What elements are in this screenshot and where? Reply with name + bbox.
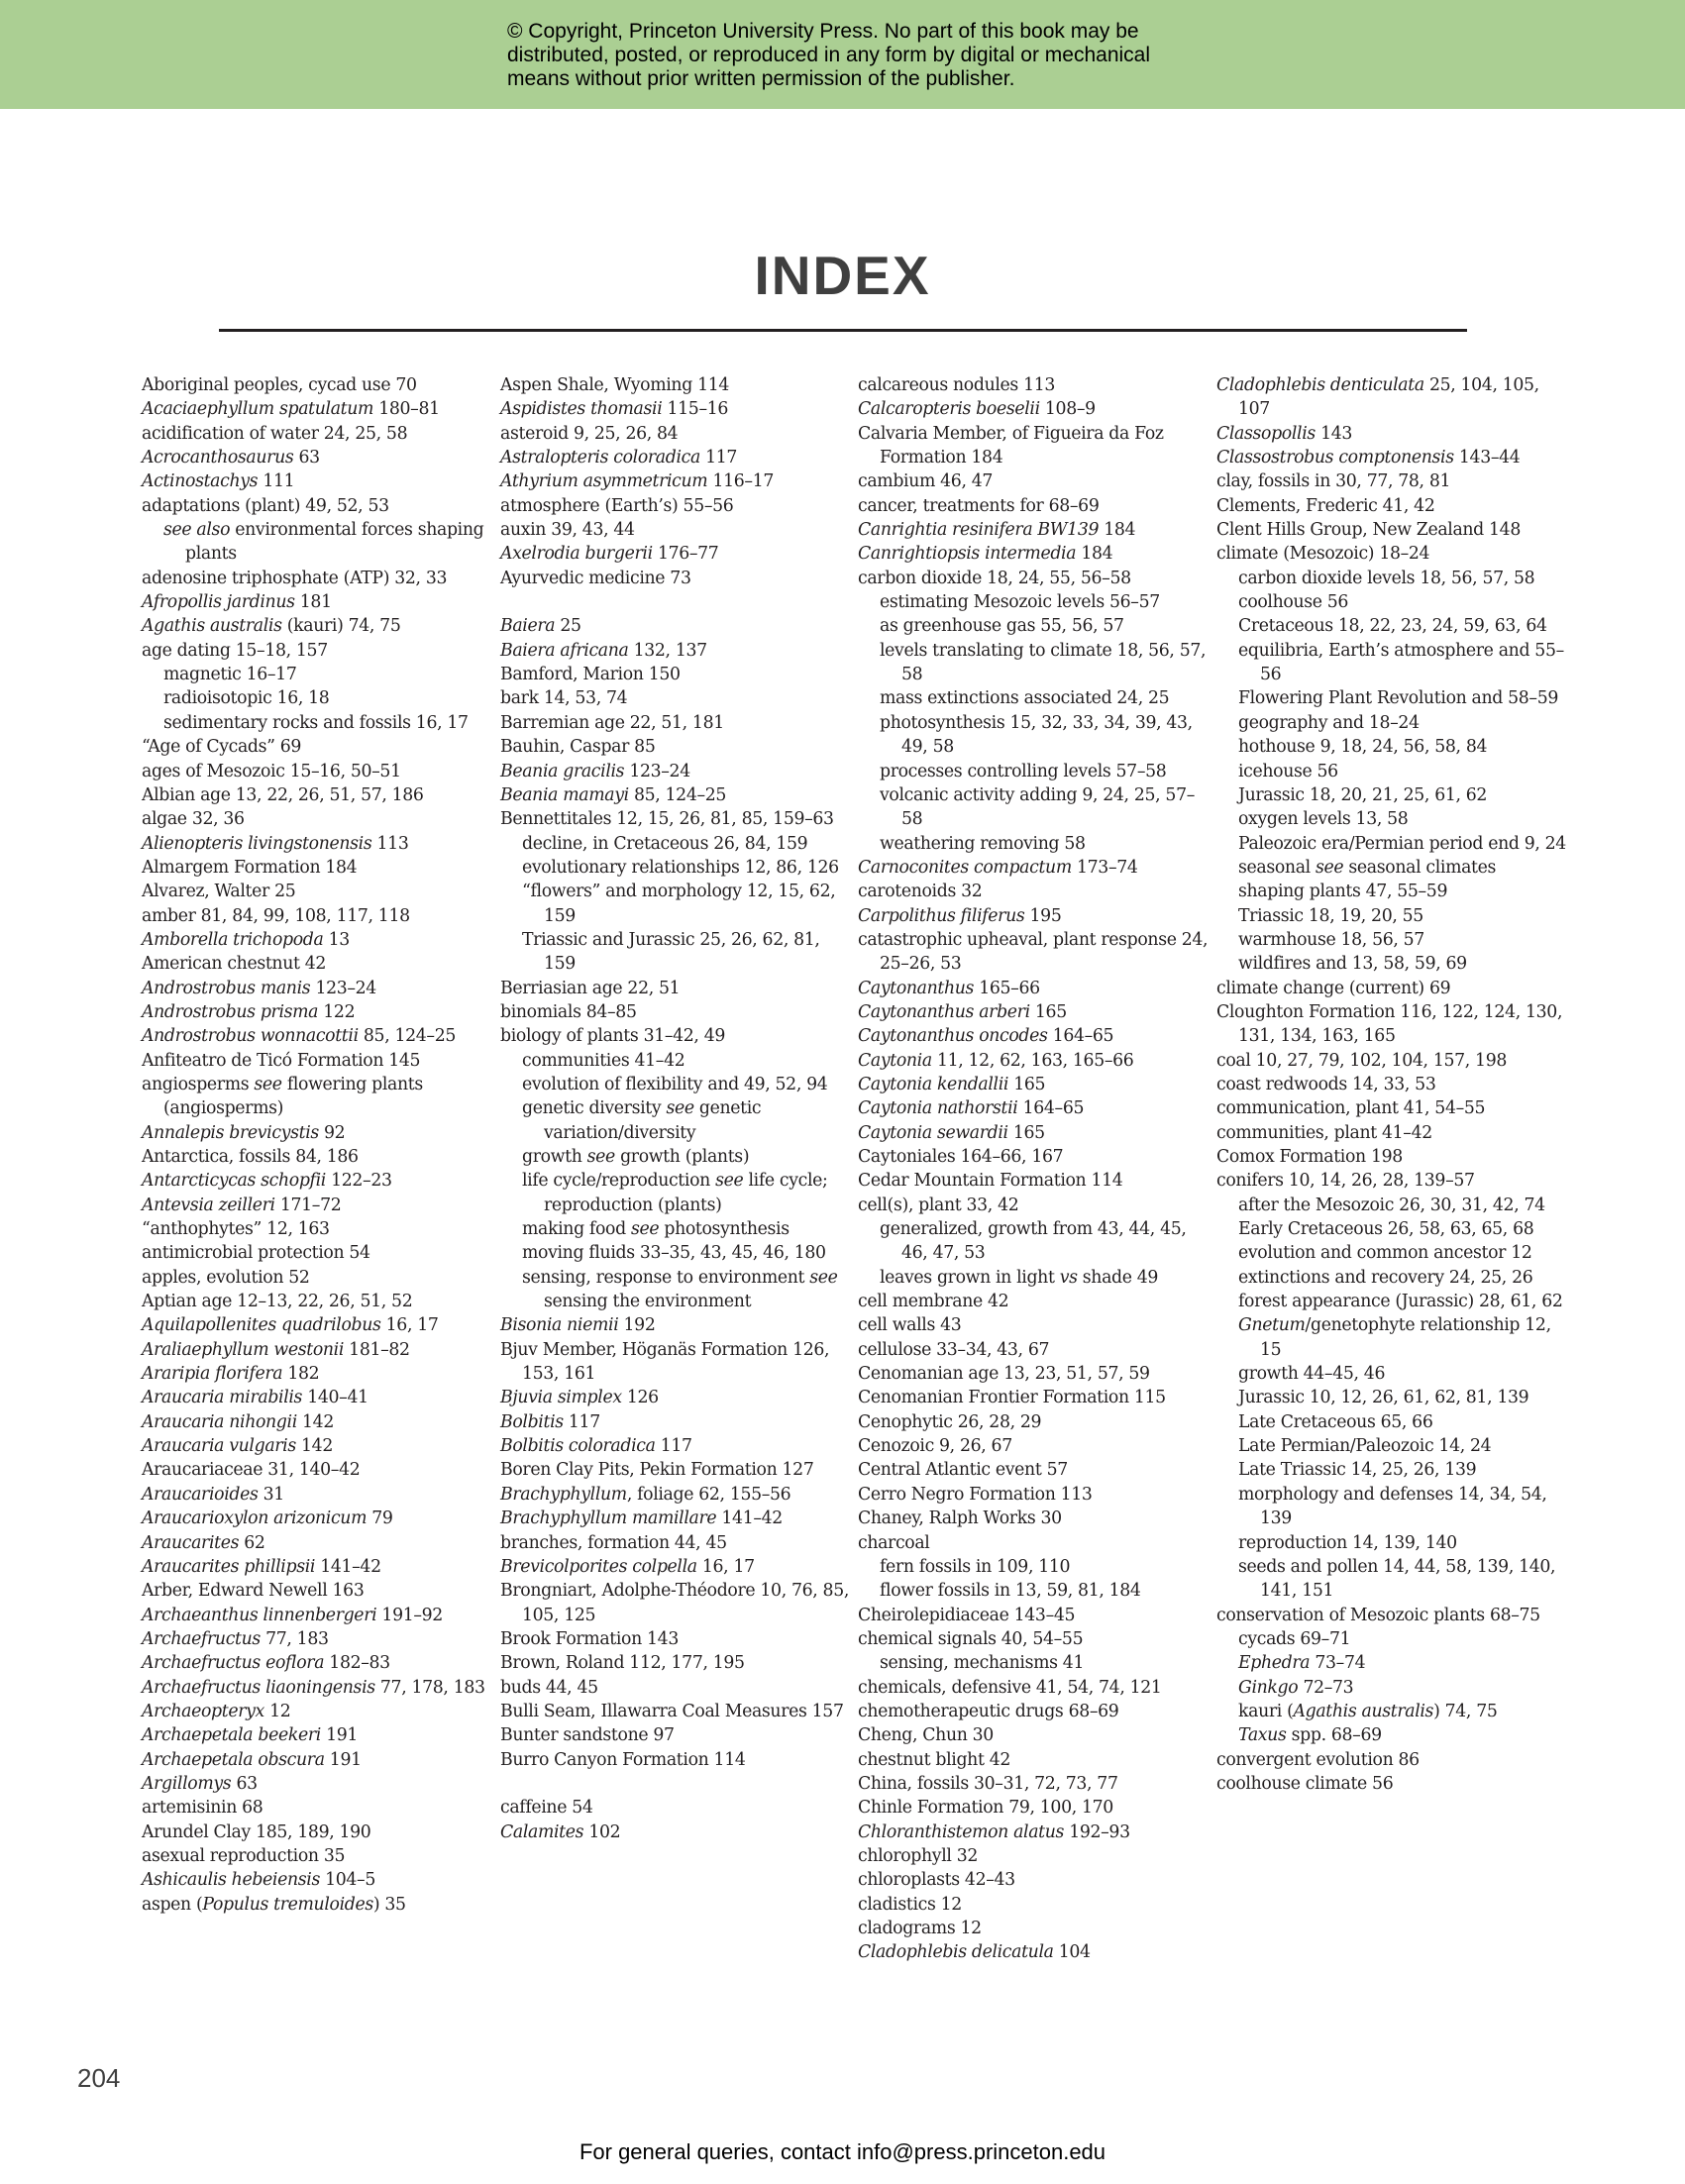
index-entry: asteroid 9, 25, 26, 84 xyxy=(500,423,679,444)
index-subentry: sensing, mechanisms 41 xyxy=(880,1653,1085,1674)
index-entry: conifers 10, 14, 26, 28, 139–57 xyxy=(1216,1171,1475,1192)
index-entry: Araucariaceae 31, 140–42 xyxy=(142,1460,361,1481)
index-entry: Chinle Formation 79, 100, 170 xyxy=(858,1798,1113,1819)
index-entry: Cloughton Formation 116, 122, 124, 130, 131, 134, 163, 165 xyxy=(1216,1001,1563,1047)
index-subentry: oxygen levels 13, 58 xyxy=(1238,809,1409,830)
index-subentry: cycads 69–71 xyxy=(1238,1628,1351,1649)
index-entry: Brevicolporites colpella 16, 17 xyxy=(500,1556,755,1577)
index-entry: cell(s), plant 33, 42 xyxy=(858,1195,1019,1215)
index-entry: Cheirolepidiaceae 143–45 xyxy=(858,1605,1076,1625)
index-subentry: warmhouse 18, 56, 57 xyxy=(1238,929,1424,950)
index-entry: binomials 84–85 xyxy=(500,1001,637,1022)
index-entry: Aspidistes thomasii 115–16 xyxy=(500,399,729,420)
index-subentry: forest appearance (Jurassic) 28, 61, 62 xyxy=(1238,1292,1563,1312)
index-entry: Araucarioides 31 xyxy=(142,1484,284,1505)
index-entry: Cenomanian age 13, 23, 51, 57, 59 xyxy=(858,1364,1150,1385)
index-entry: conservation of Mesozoic plants 68–75 xyxy=(1216,1605,1540,1625)
index-entry: Antarcticycas schopfii 122–23 xyxy=(142,1171,392,1192)
index-entry: Cerro Negro Formation 113 xyxy=(858,1484,1093,1505)
index-entry: Araliaephyllum westonii 181–82 xyxy=(142,1339,410,1360)
index-entry: climate (Mesozoic) 18–24 xyxy=(1216,544,1430,565)
index-entry: Chloranthistemon alatus 192–93 xyxy=(858,1821,1130,1842)
index-entry: Burro Canyon Formation 114 xyxy=(500,1749,746,1770)
index-entry: Araucaria mirabilis 140–41 xyxy=(142,1388,369,1408)
index-subentry: photosynthesis 15, 32, 33, 34, 39, 43, 49, 58 xyxy=(880,712,1193,758)
index-entry: Annalepis brevicystis 92 xyxy=(142,1122,346,1143)
index-subentry: making food see photosynthesis xyxy=(522,1219,790,1240)
index-entry: amber 81, 84, 99, 108, 117, 118 xyxy=(142,905,410,926)
index-entry: Actinostachys 111 xyxy=(142,471,295,492)
index-subentry: Flowering Plant Revolution and 58–59 xyxy=(1238,688,1559,709)
index-entry: charcoal xyxy=(858,1532,930,1553)
index-entry: Aptian age 12–13, 22, 26, 51, 52 xyxy=(142,1292,413,1312)
index-entry: Boren Clay Pits, Pekin Formation 127 xyxy=(500,1460,814,1481)
index-entry: cancer, treatments for 68–69 xyxy=(858,495,1100,516)
index-entry: Bolbitis 117 xyxy=(500,1411,600,1432)
index-entry: Arundel Clay 185, 189, 190 xyxy=(142,1821,371,1842)
index-entry: cellulose 33–34, 43, 67 xyxy=(858,1339,1050,1360)
index-entry: Caytonia kendallii 165 xyxy=(858,1074,1046,1094)
index-entry: Aquilapollenites quadrilobus 16, 17 xyxy=(142,1315,439,1336)
index-subentry: Paleozoic era/Permian period end 9, 24 xyxy=(1238,833,1566,854)
index-entry: Archaefructus liaoningensis 77, 178, 183 xyxy=(142,1677,485,1698)
index-subentry: decline, in Cretaceous 26, 84, 159 xyxy=(522,833,808,854)
index-entry: Baiera 25 xyxy=(500,616,581,637)
index-entry: Cladophlebis delicatula 104 xyxy=(858,1942,1091,1963)
index-entry: ages of Mesozoic 15–16, 50–51 xyxy=(142,761,401,781)
index-entry: Caytonia sewardii 165 xyxy=(858,1122,1045,1143)
index-entry: Caytonanthus 165–66 xyxy=(858,978,1040,998)
index-subentry: morphology and defenses 14, 34, 54, 139 xyxy=(1238,1484,1547,1529)
index-subentry: equilibria, Earth’s atmosphere and 55–56 xyxy=(1238,640,1564,685)
index-entry: Alvarez, Walter 25 xyxy=(142,882,296,902)
index-entry: Acrocanthosaurus 63 xyxy=(142,448,320,468)
index-entry: Aspen Shale, Wyoming 114 xyxy=(500,375,730,395)
index-subentry: seeds and pollen 14, 44, 58, 139, 140, 141, 151 xyxy=(1238,1556,1556,1602)
index-subentry: Triassic and Jurassic 25, 26, 62, 81, 159 xyxy=(522,929,820,975)
contact-footer: For general queries, contact info@press.princeton.edu xyxy=(579,2139,1106,2164)
index-subentry: fern fossils in 109, 110 xyxy=(880,1556,1071,1577)
index-entry: Arber, Edward Newell 163 xyxy=(142,1581,365,1602)
index-entry: Araucaria nihongii 142 xyxy=(142,1411,334,1432)
index-entry: Calamites 102 xyxy=(500,1821,621,1842)
index-entry: China, fossils 30–31, 72, 73, 77 xyxy=(858,1773,1118,1794)
index-subentry: leaves grown in light vs shade 49 xyxy=(880,1267,1159,1288)
index-subentry: after the Mesozoic 26, 30, 31, 42, 74 xyxy=(1238,1195,1545,1215)
index-entry: Canrightiopsis intermedia 184 xyxy=(858,544,1113,565)
index-entry: Chaney, Ralph Works 30 xyxy=(858,1508,1062,1529)
index-entry: adenosine triphosphate (ATP) 32, 33 xyxy=(142,568,448,588)
index-entry: Caytonia nathorstii 164–65 xyxy=(858,1098,1085,1119)
index-entry: Albian age 13, 22, 26, 51, 57, 186 xyxy=(142,784,424,805)
index-subentry: generalized, growth from 43, 44, 45, 46, 47, 53 xyxy=(880,1219,1187,1264)
index-entry: chemicals, defensive 41, 54, 74, 121 xyxy=(858,1677,1162,1698)
index-entry: Classostrobus comptonensis 143–44 xyxy=(1216,448,1521,468)
title-rule xyxy=(219,329,1467,332)
index-entry: Agathis australis (kauri) 74, 75 xyxy=(142,616,401,637)
index-subentry: Ephedra 73–74 xyxy=(1238,1653,1366,1674)
index-entry: Archaeanthus linnenbergeri 191–92 xyxy=(142,1605,443,1625)
index-entry: age dating 15–18, 157 xyxy=(142,640,328,661)
index-entry: carotenoids 32 xyxy=(858,882,983,902)
index-subentry: Ginkgo 72–73 xyxy=(1238,1677,1354,1698)
index-entry: Classopollis 143 xyxy=(1216,423,1352,444)
index-entry: carbon dioxide 18, 24, 55, 56–58 xyxy=(858,568,1131,588)
index-subentry: Triassic 18, 19, 20, 55 xyxy=(1238,905,1423,926)
index-entry: Archaeopteryx 12 xyxy=(142,1701,291,1721)
index-entry: cladograms 12 xyxy=(858,1919,982,1938)
index-entry: Ashicaulis hebeiensis 104–5 xyxy=(142,1870,375,1891)
index-column-2 xyxy=(500,373,852,1844)
index-entry: clay, fossils in 30, 77, 78, 81 xyxy=(1216,471,1451,492)
index-subentry: flower fossils in 13, 59, 81, 184 xyxy=(880,1581,1141,1602)
index-entry: atmosphere (Earth’s) 55–56 xyxy=(500,495,734,516)
index-entry: Caytonanthus oncodes 164–65 xyxy=(858,1026,1114,1047)
index-entry: Clements, Frederic 41, 42 xyxy=(1216,495,1435,516)
index-subentry: Cretaceous 18, 22, 23, 24, 59, 63, 64 xyxy=(1238,616,1547,637)
index-entry: chestnut blight 42 xyxy=(858,1749,1010,1770)
index-entry: communities, plant 41–42 xyxy=(1216,1122,1432,1143)
index-entry: Cenophytic 26, 28, 29 xyxy=(858,1411,1042,1432)
index-column-4 xyxy=(1216,373,1568,1796)
index-entry: Archaepetala obscura 191 xyxy=(142,1749,362,1770)
index-entry: Caytonanthus arberi 165 xyxy=(858,1001,1067,1022)
index-entry: Araucarites 62 xyxy=(142,1532,265,1553)
index-entry: acidification of water 24, 25, 58 xyxy=(142,423,408,444)
index-entry: algae 32, 36 xyxy=(142,809,245,830)
index-entry: catastrophic upheaval, plant response 24, 25–26, 53 xyxy=(858,929,1209,975)
index-subentry: levels translating to climate 18, 56, 57, 58 xyxy=(880,640,1207,685)
index-entry: Axelrodia burgerii 176–77 xyxy=(500,544,719,565)
index-entry: caffeine 54 xyxy=(500,1798,593,1819)
index-entry: cell membrane 42 xyxy=(858,1292,1009,1312)
index-entry: Cenozoic 9, 26, 67 xyxy=(858,1436,1012,1457)
index-entry: Androstrobus prisma 122 xyxy=(142,1001,356,1022)
letter-gap xyxy=(500,1772,852,1796)
index-entry: calcareous nodules 113 xyxy=(858,375,1056,395)
index-subentry: geography and 18–24 xyxy=(1238,712,1420,733)
index-subentry: “flowers” and morphology 12, 15, 62, 159 xyxy=(522,882,836,926)
index-entry: Cladophlebis denticulata 25, 104, 105, 107 xyxy=(1216,375,1539,420)
index-entry: bark 14, 53, 74 xyxy=(500,688,628,709)
index-entry: convergent evolution 86 xyxy=(1216,1749,1420,1770)
index-entry: coolhouse climate 56 xyxy=(1216,1773,1394,1794)
index-entry: Aboriginal peoples, cycad use 70 xyxy=(142,375,417,395)
index-entry: Carpolithus filiferus 195 xyxy=(858,905,1062,926)
index-entry: Anfiteatro de Ticó Formation 145 xyxy=(142,1050,421,1071)
index-entry: Brook Formation 143 xyxy=(500,1628,679,1649)
index-entry: Cheng, Chun 30 xyxy=(858,1725,994,1746)
index-entry: Caytoniales 164–66, 167 xyxy=(858,1147,1064,1167)
index-entry: Bulli Seam, Illawarra Coal Measures 157 xyxy=(500,1701,844,1721)
index-subentry: evolutionary relationships 12, 86, 126 xyxy=(522,857,839,878)
index-entry: cladistics 12 xyxy=(858,1894,962,1915)
index-entry: Araripia florifera 182 xyxy=(142,1364,320,1385)
index-entry: aspen (Populus tremuloides) 35 xyxy=(142,1894,406,1915)
index-entry: Astralopteris coloradica 117 xyxy=(500,448,737,468)
index-entry: Archaefructus 77, 183 xyxy=(142,1628,329,1649)
index-subentry: growth 44–45, 46 xyxy=(1238,1364,1386,1385)
index-entry: artemisinin 68 xyxy=(142,1798,263,1819)
index-entry: Bjuvia simplex 126 xyxy=(500,1388,659,1408)
index-entry: American chestnut 42 xyxy=(142,954,327,975)
index-entry: Alienopteris livingstonensis 113 xyxy=(142,833,409,854)
index-column-1 xyxy=(142,373,493,1917)
index-entry: Cenomanian Frontier Formation 115 xyxy=(858,1388,1166,1408)
index-entry: Bolbitis coloradica 117 xyxy=(500,1436,692,1457)
index-subentry: weathering removing 58 xyxy=(880,833,1086,854)
index-entry: Baiera africana 132, 137 xyxy=(500,640,707,661)
index-entry: apples, evolution 52 xyxy=(142,1267,310,1288)
index-entry: Brachyphyllum, foliage 62, 155–56 xyxy=(500,1484,791,1505)
index-subentry: coolhouse 56 xyxy=(1238,592,1349,613)
index-subentry: processes controlling levels 57–58 xyxy=(880,761,1167,781)
index-entry: Bunter sandstone 97 xyxy=(500,1725,675,1746)
index-subentry: moving fluids 33–35, 43, 45, 46, 180 xyxy=(522,1243,826,1264)
index-entry: Acaciaephyllum spatulatum 180–81 xyxy=(142,399,440,420)
index-entry: chemotherapeutic drugs 68–69 xyxy=(858,1701,1119,1721)
index-subentry: Taxus spp. 68–69 xyxy=(1238,1725,1382,1746)
index-entry: Archaepetala beekeri 191 xyxy=(142,1725,359,1746)
index-entry: Araucaria vulgaris 142 xyxy=(142,1436,333,1457)
index-entry: Athyrium asymmetricum 116–17 xyxy=(500,471,774,492)
index-entry: Bauhin, Caspar 85 xyxy=(500,737,656,758)
index-subentry: icehouse 56 xyxy=(1238,761,1338,781)
index-entry: Amborella trichopoda 13 xyxy=(142,929,350,950)
index-subentry: wildfires and 13, 58, 59, 69 xyxy=(1238,954,1467,975)
index-subentry: Jurassic 18, 20, 21, 25, 61, 62 xyxy=(1238,784,1488,805)
index-entry: Canrightia resinifera BW139 184 xyxy=(858,520,1136,541)
index-subentry: magnetic 16–17 xyxy=(163,665,297,685)
index-entry: adaptations (plant) 49, 52, 53 xyxy=(142,495,389,516)
index-entry: Brown, Roland 112, 177, 195 xyxy=(500,1653,745,1674)
index-entry: Calcaropteris boeselii 108–9 xyxy=(858,399,1096,420)
index-entry: biology of plants 31–42, 49 xyxy=(500,1026,726,1047)
index-entry: Calvaria Member, of Figueira da Foz Formation 184 xyxy=(858,423,1164,468)
index-entry: Cedar Mountain Formation 114 xyxy=(858,1171,1123,1192)
index-entry: Antarctica, fossils 84, 186 xyxy=(142,1147,359,1167)
index-subentry: evolution and common ancestor 12 xyxy=(1238,1243,1532,1264)
index-entry: Argillomys 63 xyxy=(142,1773,258,1794)
index-entry: Comox Formation 198 xyxy=(1216,1147,1403,1167)
index-subentry: extinctions and recovery 24, 25, 26 xyxy=(1238,1267,1533,1288)
index-subentry: Early Cretaceous 26, 58, 63, 65, 68 xyxy=(1238,1219,1534,1240)
index-subentry: seasonal see seasonal climates xyxy=(1238,857,1497,878)
index-subentry: sensing, response to environment see sensing the environment xyxy=(522,1267,838,1312)
index-subentry: mass extinctions associated 24, 25 xyxy=(880,688,1170,709)
index-entry: Bennettitales 12, 15, 26, 81, 85, 159–63 xyxy=(500,809,834,830)
index-subentry: estimating Mesozoic levels 56–57 xyxy=(880,592,1160,613)
index-subentry: Gnetum/genetophyte relationship 12, 15 xyxy=(1238,1315,1551,1360)
index-subentry: evolution of flexibility and 49, 52, 94 xyxy=(522,1074,828,1094)
index-entry: Androstrobus wonnacottii 85, 124–25 xyxy=(142,1026,456,1047)
copyright-notice: © Copyright, Princeton University Press. No part of this book may be distributed, posted, or reproduced in any form by digital or mechanical means without prior written permission of the publisher. xyxy=(507,20,1151,90)
index-entry: “Age of Cycads” 69 xyxy=(142,737,302,758)
index-entry: Afropollis jardinus 181 xyxy=(142,592,332,613)
index-subentry: sedimentary rocks and fossils 16, 17 xyxy=(163,712,469,733)
index-entry: chemical signals 40, 54–55 xyxy=(858,1628,1084,1649)
index-subentry: reproduction 14, 139, 140 xyxy=(1238,1532,1457,1553)
index-subentry: growth see growth (plants) xyxy=(522,1147,750,1167)
index-entry: Brongniart, Adolphe-Théodore 10, 76, 85, 105, 125 xyxy=(500,1581,849,1625)
index-entry: Araucarioxylon arizonicum 79 xyxy=(142,1508,393,1529)
index-entry: Archaefructus eoflora 182–83 xyxy=(142,1653,390,1674)
index-entry: coast redwoods 14, 33, 53 xyxy=(1216,1074,1436,1094)
index-entry: Bjuv Member, Höganäs Formation 126, 153, 161 xyxy=(500,1339,830,1385)
index-subentry: shaping plants 47, 55–59 xyxy=(1238,882,1448,902)
index-entry: Araucarites phillipsii 141–42 xyxy=(142,1556,381,1577)
index-entry: auxin 39, 43, 44 xyxy=(500,520,635,541)
index-entry: Ayurvedic medicine 73 xyxy=(500,568,691,588)
index-subentry: genetic diversity see genetic variation/diversity xyxy=(522,1098,762,1143)
index-entry: Clent Hills Group, New Zealand 148 xyxy=(1216,520,1521,541)
index-subentry: hothouse 9, 18, 24, 56, 58, 84 xyxy=(1238,737,1488,758)
index-entry: Almargem Formation 184 xyxy=(142,857,358,878)
index-entry: climate change (current) 69 xyxy=(1216,978,1451,998)
page-title: INDEX xyxy=(754,245,931,306)
index-entry: Beania mamayi 85, 124–25 xyxy=(500,784,727,805)
index-entry: Barremian age 22, 51, 181 xyxy=(500,712,724,733)
index-entry: Antevsia zeilleri 171–72 xyxy=(142,1195,342,1215)
index-entry: coal 10, 27, 79, 102, 104, 157, 198 xyxy=(1216,1050,1507,1071)
index-entry: communication, plant 41, 54–55 xyxy=(1216,1098,1486,1119)
index-entry: cell walls 43 xyxy=(858,1315,962,1336)
index-entry: chloroplasts 42–43 xyxy=(858,1870,1015,1891)
index-subentry: communities 41–42 xyxy=(522,1050,685,1071)
index-entry: “anthophytes” 12, 163 xyxy=(142,1219,330,1240)
index-entry: Androstrobus manis 123–24 xyxy=(142,978,376,998)
index-entry: Beania gracilis 123–24 xyxy=(500,761,690,781)
letter-gap xyxy=(500,590,852,614)
index-subentry: radioisotopic 16, 18 xyxy=(163,688,330,709)
index-subentry: kauri (Agathis australis) 74, 75 xyxy=(1238,1701,1498,1721)
index-entry: Bamford, Marion 150 xyxy=(500,665,681,685)
index-subentry: see also environmental forces shaping plants xyxy=(163,520,484,565)
index-entry: Berriasian age 22, 51 xyxy=(500,978,681,998)
index-subentry: Late Triassic 14, 25, 26, 139 xyxy=(1238,1460,1477,1481)
index-entry: Central Atlantic event 57 xyxy=(858,1460,1068,1481)
index-entry: Brachyphyllum mamillare 141–42 xyxy=(500,1508,783,1529)
index-subentry: Late Permian/Paleozoic 14, 24 xyxy=(1238,1436,1492,1457)
index-subentry: Jurassic 10, 12, 26, 61, 62, 81, 139 xyxy=(1238,1388,1529,1408)
index-entry: Bisonia niemii 192 xyxy=(500,1315,656,1336)
index-entry: buds 44, 45 xyxy=(500,1677,598,1698)
page-number: 204 xyxy=(77,2063,121,2093)
copyright-banner xyxy=(0,0,1685,109)
index-subentry: life cycle/reproduction see life cycle; reproduction (plants) xyxy=(522,1171,828,1215)
index-subentry: volcanic activity adding 9, 24, 25, 57–58 xyxy=(880,784,1196,830)
index-entry: cambium 46, 47 xyxy=(858,471,994,492)
index-entry: angiosperms see flowering plants (angiosperms) xyxy=(142,1074,423,1119)
index-subentry: as greenhouse gas 55, 56, 57 xyxy=(880,616,1124,637)
index-entry: antimicrobial protection 54 xyxy=(142,1243,370,1264)
index-entry: asexual reproduction 35 xyxy=(142,1845,346,1866)
index-column-3 xyxy=(858,373,1210,1965)
index-subentry: Late Cretaceous 65, 66 xyxy=(1238,1411,1433,1432)
index-subentry: carbon dioxide levels 18, 56, 57, 58 xyxy=(1238,568,1535,588)
index-entry: Carnoconites compactum 173–74 xyxy=(858,857,1138,878)
index-entry: chlorophyll 32 xyxy=(858,1845,978,1866)
index-entry: branches, formation 44, 45 xyxy=(500,1532,727,1553)
index-entry: Caytonia 11, 12, 62, 163, 165–66 xyxy=(858,1050,1134,1071)
